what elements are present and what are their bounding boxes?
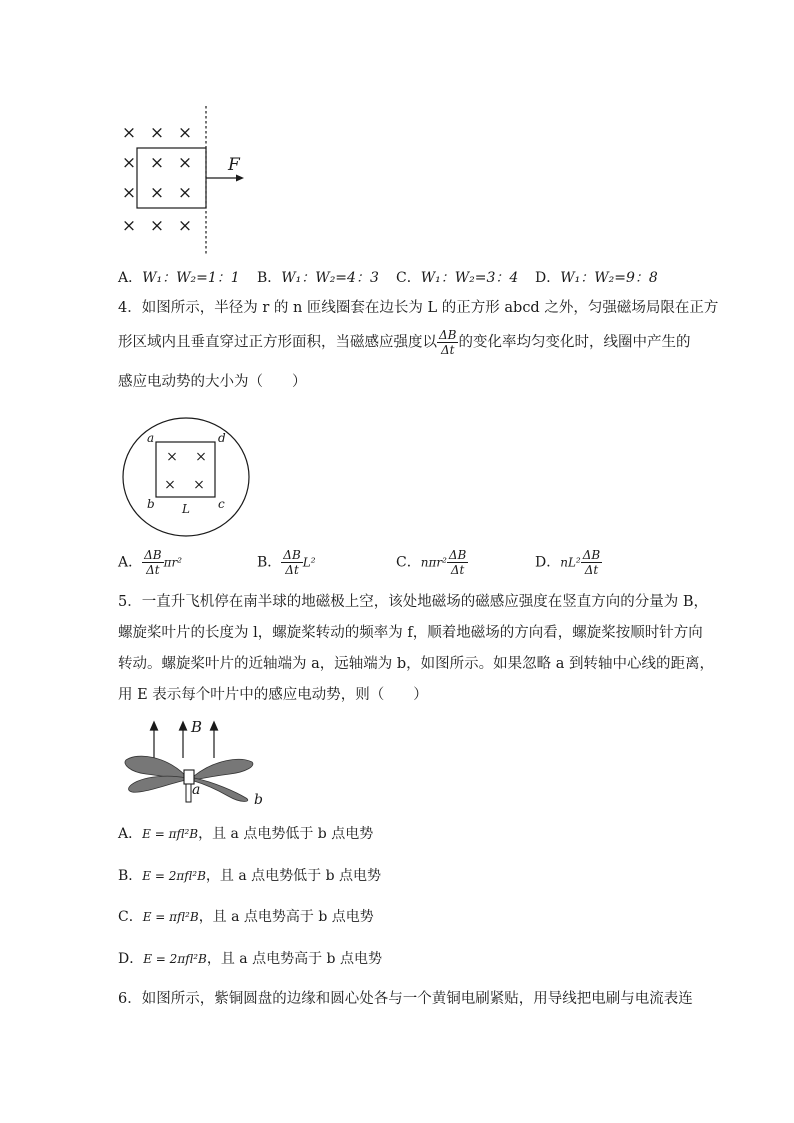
cross-mark: × [177,216,193,236]
vertex-label-b: b [147,497,155,511]
right-blade [194,759,253,780]
fraction-denominator: Δt [285,563,299,577]
q4-figure [118,414,258,540]
option-letter: B． [257,270,282,286]
field-arrows [151,722,218,758]
q4-stem-line-2-pre: 形区域内且垂直穿过正方形面积，当磁感应强度以 [118,334,437,351]
vertex-label-a: a [147,431,155,445]
q5-option-c[interactable] [118,907,374,927]
option-text: ，且 a 点电势低于 b 点电势 [205,868,382,884]
cross-mark: × [121,183,137,203]
q4-stem-line-1: 4．如图所示，半径为 r 的 n 匝线圈套在边长为 L 的正方形 abcd 之外，匀强磁场局限在正方 [118,300,719,316]
fraction-numerator: ΔB [283,548,301,562]
option-letter: D． [118,951,144,967]
q5-option-a[interactable] [118,824,373,844]
q3-option-d[interactable] [535,268,658,288]
cross-mark: × [164,477,176,493]
q5-stem-line-2: 螺旋桨叶片的长度为 l，螺旋桨转动的频率为 f，顺着地磁场的方向看，螺旋桨按顺时针方向 [118,625,703,641]
option-text: ，且 a 点电势高于 b 点电势 [206,951,382,967]
option-letter: C． [396,270,421,286]
fraction-numerator: ΔB [144,548,162,562]
fraction-denominator: Δt [440,343,455,357]
q5-option-b[interactable] [118,866,381,886]
option-formula: E = 2πfl²B [143,952,207,966]
option-letter: B． [257,554,282,571]
option-head: nL² [560,555,581,570]
vertex-label-d: d [218,431,226,445]
option-letter: A． [118,270,143,286]
option-letter: B． [118,868,143,884]
field-crosses [122,123,192,236]
q4-option-b[interactable] [257,548,316,577]
fraction-numerator: ΔB [439,328,457,342]
square-loop [137,148,206,208]
option-tail: πr² [163,555,183,570]
q4-stem-line-2 [118,328,690,357]
q5-stem-line-1: 5．一直升飞机停在南半球的地磁极上空，该处地磁场的磁感应强度在竖直方向的分量为 B， [118,594,708,610]
option-fraction [142,548,163,577]
right-blade-lower [194,778,248,802]
option-letter: A． [118,826,143,842]
cross-mark: × [149,153,165,173]
option-fraction [581,548,602,577]
option-letter: A． [118,554,143,571]
q3-option-a[interactable] [118,268,240,288]
fraction-numerator: ΔB [582,548,601,562]
fraction-numerator: ΔB [448,548,467,562]
vertex-label-c: c [218,497,225,511]
option-fraction [281,548,302,577]
q4-option-a[interactable] [118,548,182,577]
coil-circle [123,418,249,536]
left-blade-lower [129,776,186,792]
cross-mark: × [149,123,165,143]
option-letter: C． [396,554,421,571]
option-formula: E = 2πfl²B [142,869,206,883]
q4-option-d[interactable] [535,548,602,577]
option-expression: W₁：W₂=3：4 [420,270,519,286]
cross-mark: × [149,216,165,236]
q3-option-b[interactable] [257,268,379,288]
fraction-denominator: Δt [146,563,160,577]
force-arrow-head [236,175,244,182]
option-formula: E = πfl²B [142,910,199,924]
q5-stem-line-3: 转动。螺旋桨叶片的近轴端为 a，远轴端为 b，如图所示。如果忽略 a 到转轴中心线的距离， [118,656,715,672]
cross-mark: × [195,449,207,465]
near-end-label-a: a [192,782,201,798]
force-label: F [228,155,240,175]
cross-mark: × [166,449,178,465]
option-expression: W₁：W₂=1：1 [142,270,240,286]
q4-stem-line-3: 感应电动势的大小为（ ） [118,374,307,390]
q6-stem-line-1: 6．如图所示，紫铜圆盘的边缘和圆心处各与一个黄铜电刷紧贴，用导线把电刷与电流表连 [118,991,693,1007]
option-text: ，且 a 点电势低于 b 点电势 [198,826,374,842]
side-length-label: L [182,502,190,516]
q4-rate-fraction [437,328,458,357]
q4-stem-line-2-post: 的变化率均匀变化时，线圈中产生的 [458,334,691,351]
option-letter: D． [535,554,561,571]
cross-mark: × [121,216,137,236]
q4-option-c[interactable] [396,548,468,577]
cross-mark: × [177,123,193,143]
option-text: ，且 a 点电势高于 b 点电势 [198,909,374,925]
option-letter: D． [535,270,561,286]
q5-figure [118,712,278,808]
field-label-b: B [191,718,203,736]
q3-option-c[interactable] [396,268,518,288]
option-fraction [447,548,468,577]
option-expression: W₁：W₂=9：8 [560,270,658,286]
option-formula: E = πfl²B [142,827,199,841]
propeller-shaft [186,784,191,802]
fraction-denominator: Δt [584,563,599,577]
q5-stem-line-4: 用 E 表示每个叶片中的感应电动势，则（ ） [118,687,428,703]
option-letter: C． [118,909,143,925]
cross-mark: × [193,477,205,493]
option-expression: W₁：W₂=4：3 [281,270,379,286]
cross-mark: × [121,153,137,173]
cross-mark: × [177,153,193,173]
option-head: nπr² [420,555,447,570]
cross-mark: × [149,183,165,203]
cross-mark: × [177,183,193,203]
far-end-label-b: b [254,792,263,808]
fraction-denominator: Δt [450,563,465,577]
option-tail: L² [302,555,316,570]
cross-mark: × [121,123,137,143]
q5-option-d[interactable] [118,949,382,969]
q3-figure [112,100,262,260]
